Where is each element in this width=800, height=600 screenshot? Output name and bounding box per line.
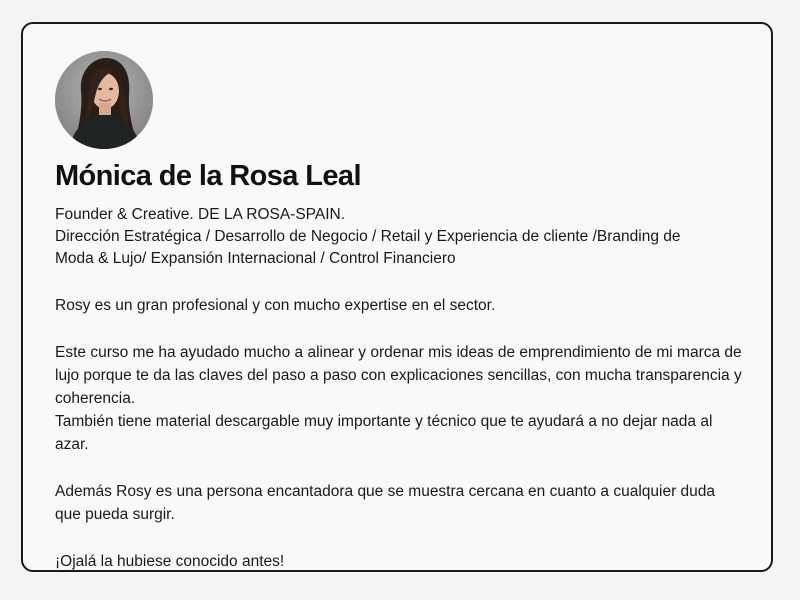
avatar-photo [55, 51, 153, 149]
headline-line: Moda & Lujo/ Expansión Internacional / Control Financiero [55, 250, 456, 267]
testimonial-card [21, 22, 773, 572]
review-paragraph: También tiene material descargable muy importante y técnico que te ayudará a no dejar nada al azar. [55, 413, 713, 453]
review-text [55, 294, 745, 573]
review-paragraph: ¡Ojalá la hubiese conocido antes! [55, 553, 285, 570]
avatar [55, 51, 153, 149]
headline-line: Founder & Creative. DE LA ROSA-SPAIN. [55, 206, 346, 223]
profile-headline [55, 204, 745, 270]
review-paragraph: Este curso me ha ayudado mucho a alinear y ordenar mis ideas de emprendimiento de mi marca de lujo porque te da las claves del paso a paso con explicaciones sencillas, con mucha transparencia y coherencia. [55, 344, 742, 407]
profile-name: Mónica de la Rosa Leal [55, 160, 361, 192]
review-paragraph: Además Rosy es una persona encantadora que se muestra cercana en cuanto a cualquier duda que pueda surgir. [55, 483, 716, 523]
review-paragraph: Rosy es un gran profesional y con mucho expertise en el sector. [55, 297, 496, 314]
headline-line: Dirección Estratégica / Desarrollo de Negocio / Retail y Experiencia de cliente /Branding de [55, 228, 681, 245]
